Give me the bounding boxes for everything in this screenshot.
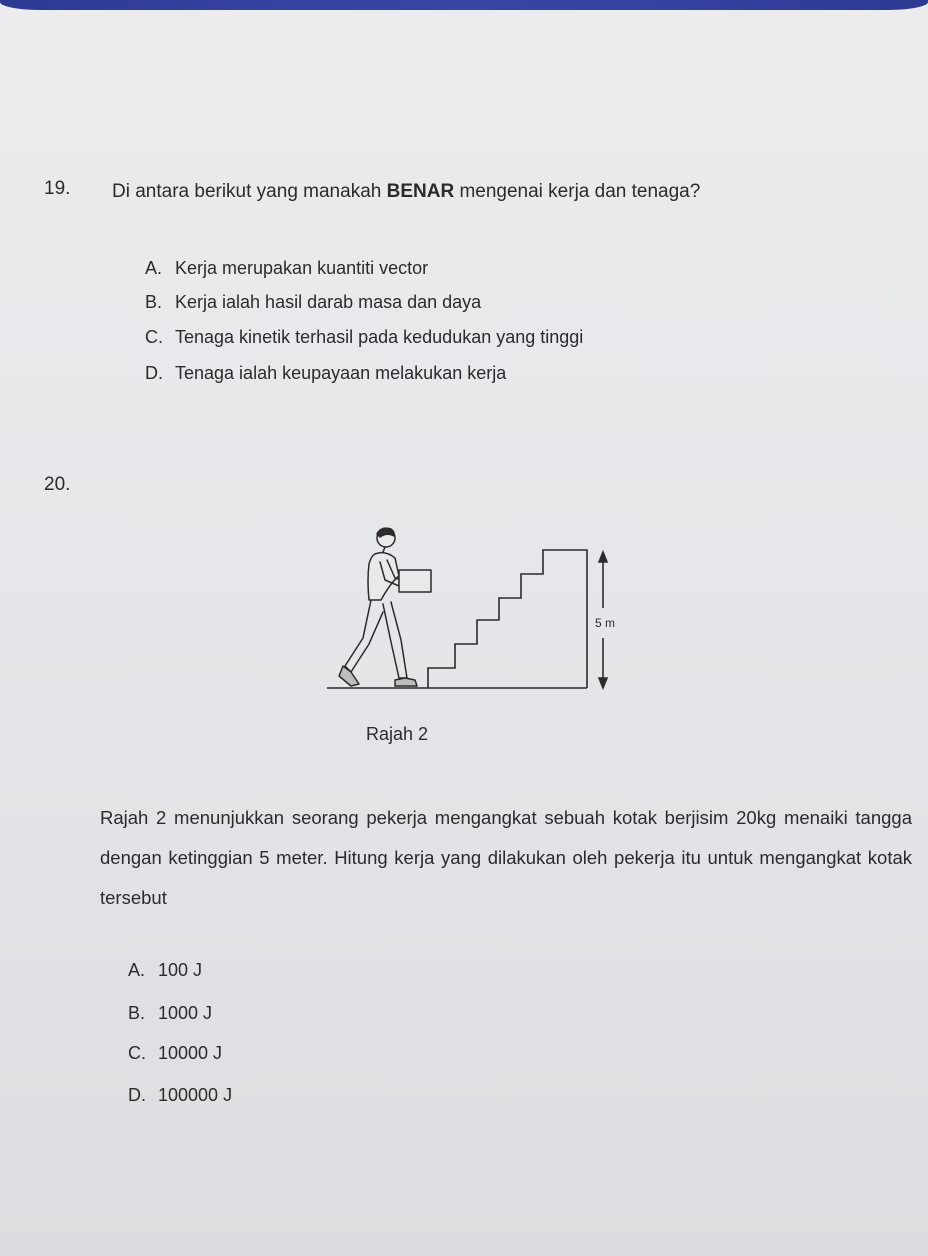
- worker-carrying-box: [339, 528, 431, 686]
- q19-option-c[interactable]: C. Tenaga kinetik terhasil pada kedudukan yang tinggi: [145, 327, 584, 347]
- figure-caption: Rajah 2: [366, 724, 429, 744]
- q19-option-a[interactable]: A. Kerja merupakan kuantiti vector: [145, 258, 429, 278]
- q19-option-d[interactable]: D. Tenaga ialah keupayaan melakukan kerja: [145, 363, 507, 383]
- q20-option-b[interactable]: B. 1000 J: [128, 1003, 213, 1023]
- question-20-paragraph: Rajah 2 menunjukkan seorang pekerja mengangkat sebuah kotak berjisim 20kg menaiki tangga dengan ketinggian 5 meter. Hitung kerja yang dilakukan oleh pekerja itu untuk mengangkat kotak tersebut: [100, 807, 912, 908]
- question-20-number: 20.: [44, 474, 71, 495]
- page-top-edge: [0, 0, 928, 10]
- height-label: 5 m: [595, 616, 616, 630]
- q20-option-c[interactable]: C. 10000 J: [128, 1043, 223, 1063]
- q20-option-d[interactable]: D. 100000 J: [128, 1085, 233, 1105]
- staircase: [428, 550, 587, 688]
- staircase-figure: [325, 520, 645, 710]
- q19-option-b[interactable]: B. Kerja ialah hasil darab masa dan daya: [145, 292, 482, 312]
- question-19-number: 19.: [44, 178, 71, 199]
- question-19-text: Di antara berikut yang manakah BENAR mengenai kerja dan tenaga?: [112, 181, 701, 202]
- q20-option-a[interactable]: A. 100 J: [128, 960, 203, 980]
